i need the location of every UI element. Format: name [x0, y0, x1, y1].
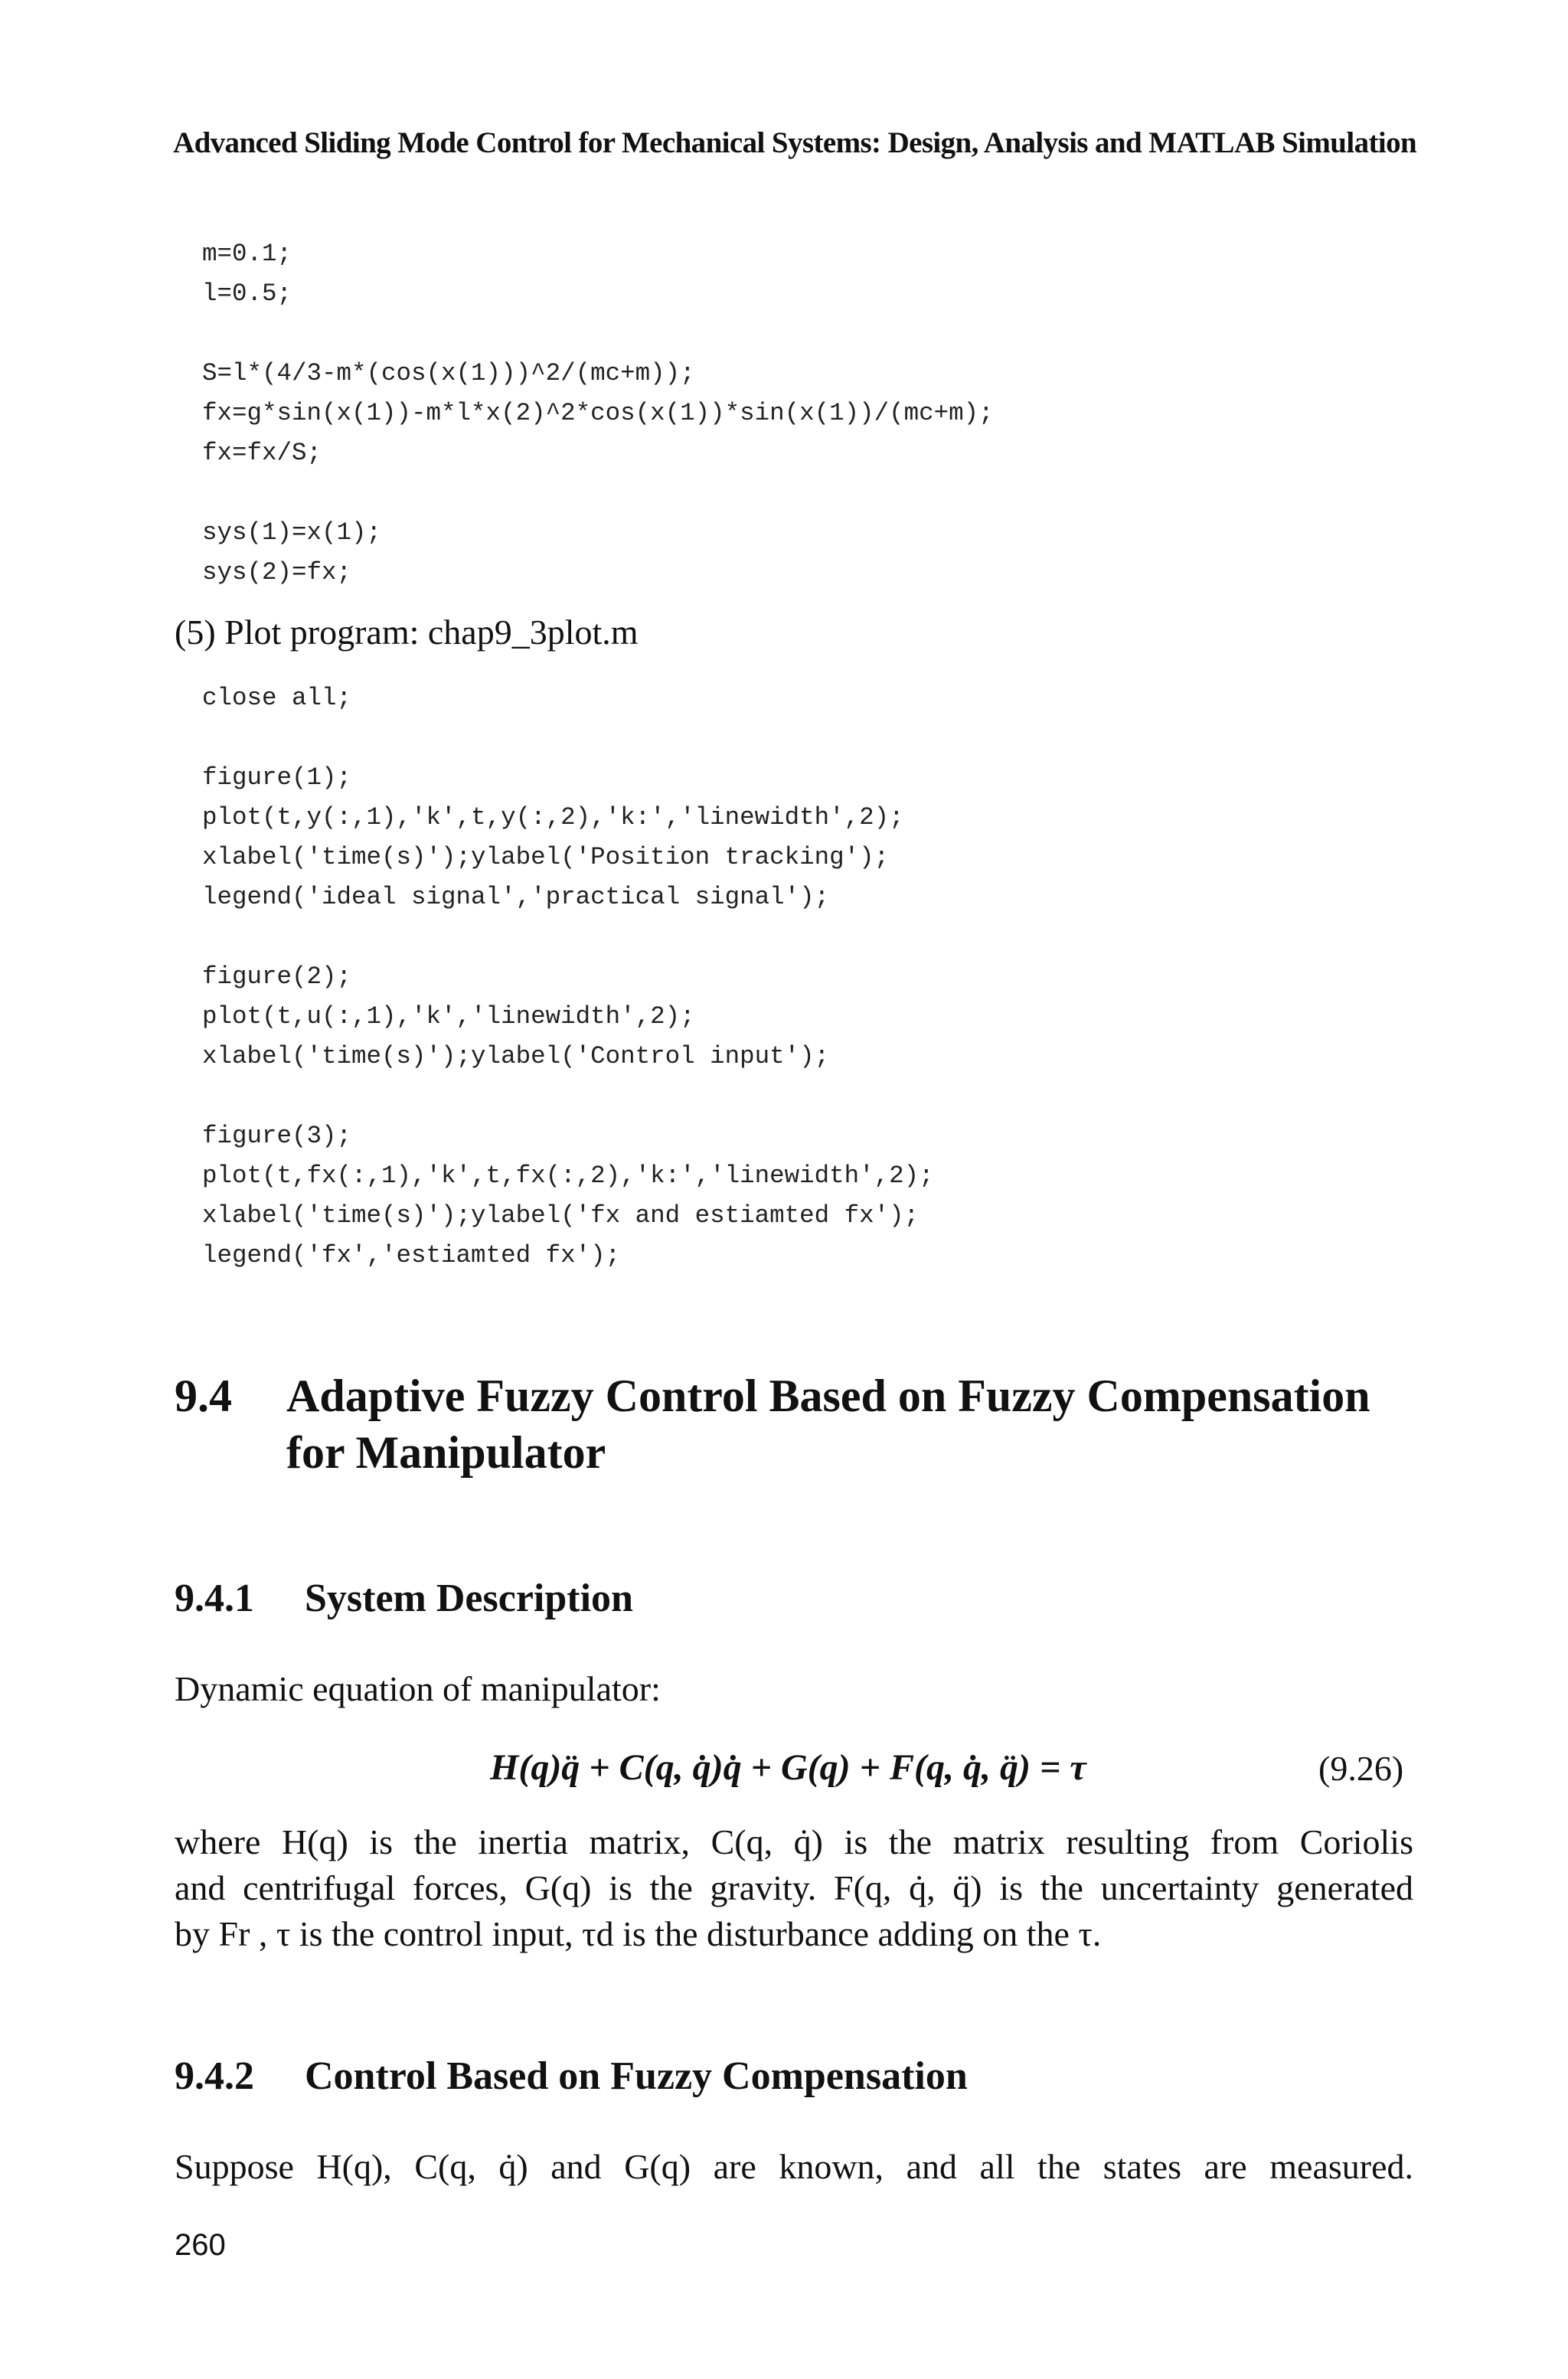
paragraph-line: where H(q) is the inertia matrix, C(q, q̇) is the matrix resulting from Coriolis [175, 1822, 1413, 1861]
section-title-line1: Adaptive Fuzzy Control Based on Fuzzy Compensation [286, 1371, 1370, 1421]
code-line: xlabel('time(s)');ylabel('Position tracking'); [202, 843, 890, 871]
paragraph-line: by Fr , τ is the control input, τd is the disturbance adding on the τ. [175, 1914, 1102, 1953]
section-title-line2: for Manipulator [286, 1427, 606, 1478]
code-line [202, 1077, 934, 1116]
code-line: sys(2)=fx; [202, 558, 352, 587]
equation-number: (9.26) [1318, 1749, 1404, 1788]
code-line: fx=g*sin(x(1))-m*l*x(2)^2*cos(x(1))*sin(x(1))/(mc+m); [202, 399, 994, 427]
dynamic-intro-text: Dynamic equation of manipulator: [175, 1669, 661, 1708]
code-line: plot(t,fx(:,1),'k',t,fx(:,2),'k:','linewidth',2); [202, 1162, 934, 1190]
subsection-heading-1 [175, 1574, 940, 1623]
code-line: sys(1)=x(1); [202, 518, 382, 547]
subsection-heading-2 [175, 2052, 1246, 2101]
code-line: xlabel('time(s)');ylabel('fx and estiamted fx'); [202, 1201, 920, 1230]
subsection-number: 9.4.1 [175, 1577, 254, 1620]
code-line: m=0.1; [202, 240, 292, 268]
code-line [202, 314, 994, 354]
section-number: 9.4 [175, 1371, 232, 1421]
code-line [202, 917, 934, 957]
code-line [202, 718, 934, 758]
code-line: figure(3); [202, 1122, 352, 1150]
code-line: fx=fx/S; [202, 439, 322, 467]
code-line: xlabel('time(s)');ylabel('Control input'); [202, 1042, 830, 1070]
code-block-plot [202, 678, 934, 1276]
subsection-number: 9.4.2 [175, 2054, 254, 2098]
code-block-top [202, 234, 994, 593]
subsection-title: Control Based on Fuzzy Compensation [305, 2054, 968, 2098]
running-head: Advanced Sliding Mode Control for Mechanical Systems: Design, Analysis and MATLAB Simulation [173, 126, 1417, 159]
code-line: legend('ideal signal','practical signal'); [202, 883, 830, 911]
plot-program-label: (5) Plot program: chap9_3plot.m [175, 613, 639, 652]
where-paragraph [175, 1819, 1413, 1957]
section-heading [175, 1368, 1491, 1482]
suppose-paragraph [175, 2144, 1413, 2190]
code-line: plot(t,u(:,1),'k','linewidth',2); [202, 1002, 695, 1031]
code-line: figure(2); [202, 962, 352, 991]
section-title [286, 1368, 1568, 1481]
subsection-title: System Description [305, 1577, 633, 1620]
code-line [202, 473, 994, 513]
code-line: figure(1); [202, 763, 352, 792]
page-number: 260 [175, 2228, 226, 2262]
code-line: S=l*(4/3-m*(cos(x(1)))^2/(mc+m)); [202, 359, 695, 387]
code-line: l=0.5; [202, 279, 292, 308]
equation-9-26: H(q)q̈ + C(q, q̇)q̇ + G(q) + F(q, q̇, q̈) = τ [490, 1747, 1086, 1788]
paragraph-line: and centrifugal forces, G(q) is the gravity. F(q, q̇, q̈) is the uncertainty generated [175, 1868, 1413, 1907]
code-line: plot(t,y(:,1),'k',t,y(:,2),'k:','linewidth',2); [202, 803, 904, 832]
paragraph-line: Suppose H(q), C(q, q̇) and G(q) are known, and all the states are measured. [175, 2147, 1413, 2186]
code-line: close all; [202, 684, 352, 712]
code-line: legend('fx','estiamted fx'); [202, 1241, 621, 1270]
